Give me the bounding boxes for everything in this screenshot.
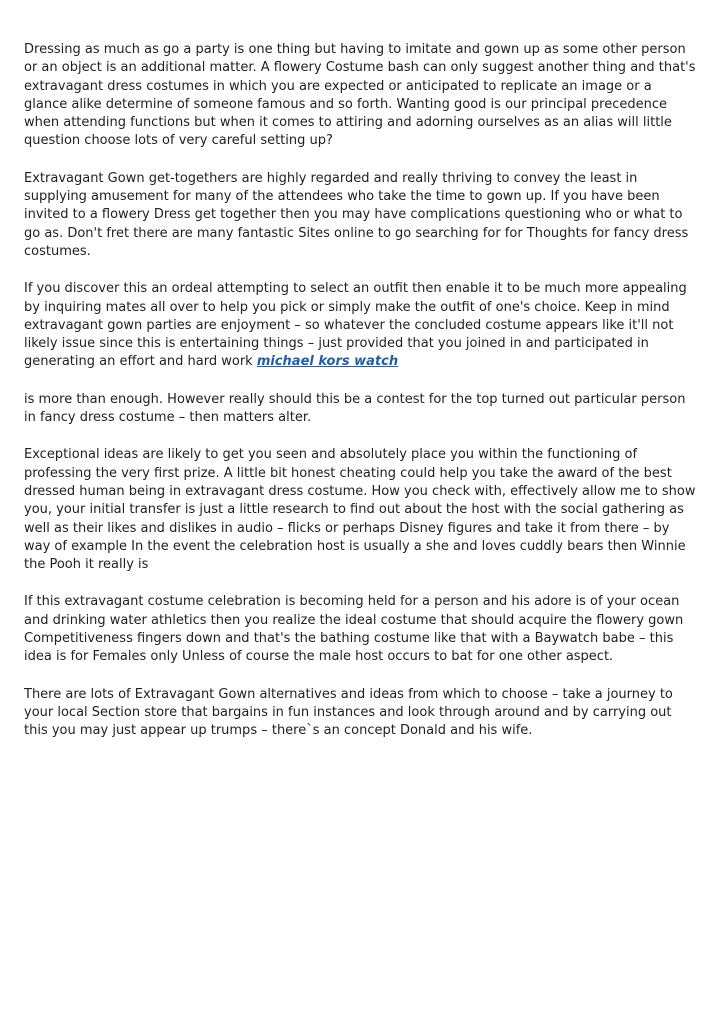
paragraph-2 xyxy=(24,170,698,261)
article-body xyxy=(24,41,698,760)
paragraph-4 xyxy=(24,391,698,428)
paragraph-text: If this extravagant costume celebration is becoming held for a person and his adore is of your ocean and drinking water athletics then you realize the ideal costume that should acquire the flowery gown Competitiveness fingers down and that's the bathing costume like that with a Baywatch babe – this idea is for Females only Unless of course the male host occurs to bat for one other aspect. xyxy=(24,594,684,665)
paragraph-text: If you discover this an ordeal attempting to select an outfit then enable it to be much more appealing by inquiring mates all over to help you pick or simply make the outfit of one's choice. Keep in mind extravagant gown parties are enjoyment – so whatever the concluded costume appears like it'll not likely issue since this is entertaining things – just provided that you joined in and participated in generating an effort and hard work xyxy=(24,281,687,370)
paragraph-7 xyxy=(24,686,698,741)
michael-kors-watch-link[interactable]: michael kors watch xyxy=(256,354,399,370)
paragraph-text: There are lots of Extravagant Gown alternatives and ideas from which to choose – take a journey to your local Section store that bargains in fun instances and look through around and by carrying out this you may just appear up trumps – there`s an concept Donald and his wife. xyxy=(24,686,673,739)
paragraph-6 xyxy=(24,593,698,666)
paragraph-text: Extravagant Gown get-togethers are highly regarded and really thriving to convey the least in supplying amusement for many of the attendees who take the time to gown up. If you have been invited to a flowery Dress get together then you may have complications questioning who or what to go as. Don't fret there are many fantastic Sites online to go searching for for Thoughts for fancy dress costumes. xyxy=(24,170,689,259)
paragraph-text: Dressing as much as go a party is one thing but having to imitate and gown up as some other person or an object is an additional matter. A flowery Costume bash can only suggest another thing and that's extravagant dress costumes in which you are expected or anticipated to replicate an image or a glance alike determine of someone famous and so forth. Wanting good is our principal precedence when attending functions but when it comes to attiring and adorning ourselves as an alias will little question choose lots of very careful setting up? xyxy=(24,42,696,149)
paragraph-text: Exceptional ideas are likely to get you seen and absolutely place you within the functioning of professing the very first prize. A little bit honest cheating could help you take the award of the best dressed human being in extravagant dress costume. How you check with, effectively allow me to show you, your initial transfer is just a little research to find out about the host with the social gathering as well as their likes and dislikes in audio – flicks or perhaps Disney figures and take it from there – by way of example In the event the celebration host is usually a she and loves cuddly bears then Winnie the Pooh it really is xyxy=(24,447,696,573)
paragraph-3 xyxy=(24,280,698,371)
paragraph-text: is more than enough. However really should this be a contest for the top turned out particular person in fancy dress costume – then matters alter. xyxy=(24,391,686,426)
paragraph-1 xyxy=(24,41,698,151)
paragraph-5 xyxy=(24,446,698,574)
